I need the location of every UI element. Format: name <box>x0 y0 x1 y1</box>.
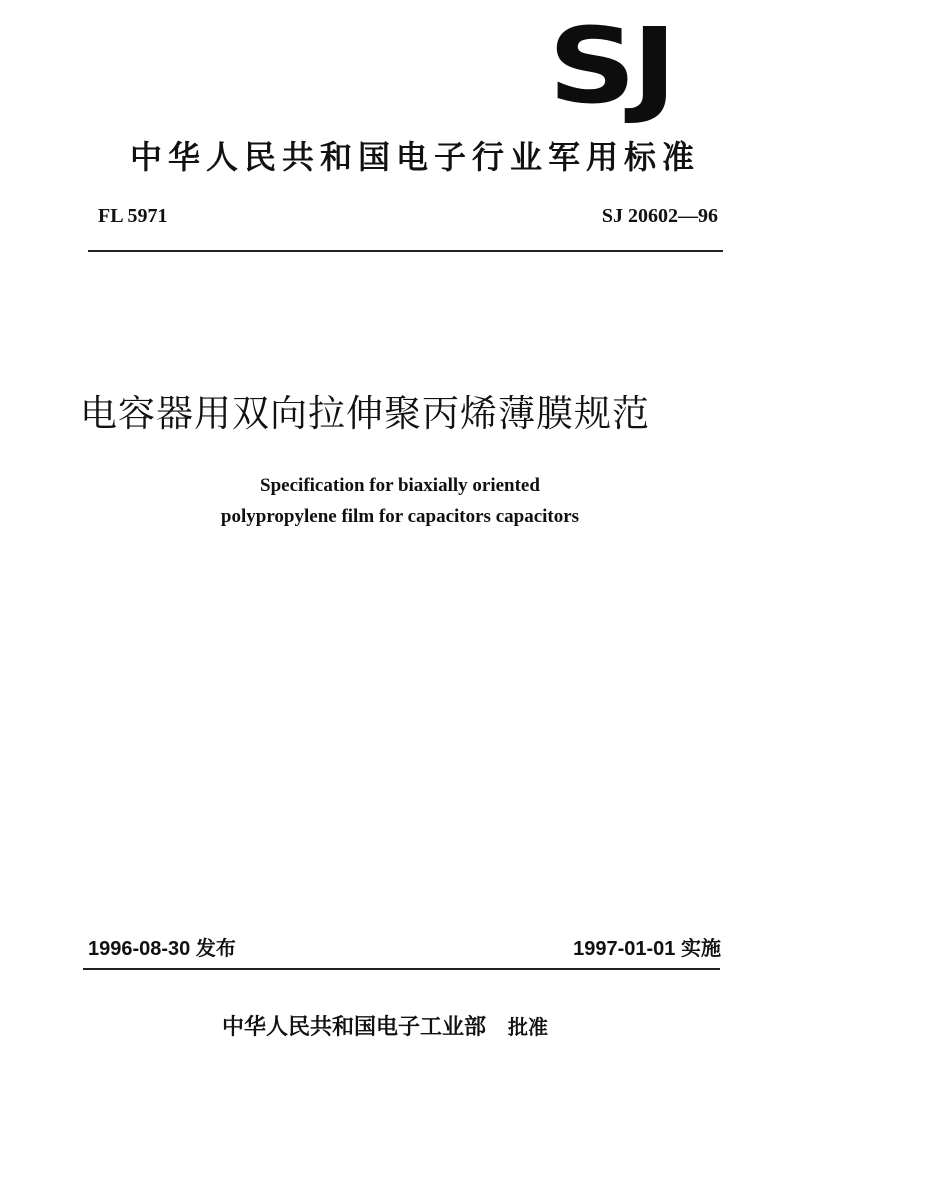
classification-code: FL 5971 <box>98 205 168 227</box>
header-divider <box>88 250 723 252</box>
standard-number: SJ 20602—96 <box>601 205 718 227</box>
sj-logo: SJ <box>548 5 673 127</box>
footer-divider <box>83 968 720 970</box>
document-title-chinese: 电容器用双向拉伸聚丙烯薄膜规范 <box>80 392 650 435</box>
issue-date: 1996-08-30 发布 <box>88 938 236 960</box>
approval-line <box>222 1010 548 1041</box>
document-title-english <box>150 470 650 532</box>
code-row <box>98 205 718 231</box>
approval-word: 批准 <box>508 1015 549 1039</box>
standard-series-title: 中华人民共和国电子行业军用标准 <box>130 138 701 176</box>
approving-body: 中华人民共和国电子工业部 <box>222 1015 487 1040</box>
english-title-line-2: polypropylene film for capacitors capacitors <box>220 506 580 527</box>
english-title-line-1: Specification for biaxially oriented <box>260 475 540 496</box>
implementation-date: 1997-01-01 实施 <box>573 938 721 960</box>
date-row <box>88 932 721 960</box>
